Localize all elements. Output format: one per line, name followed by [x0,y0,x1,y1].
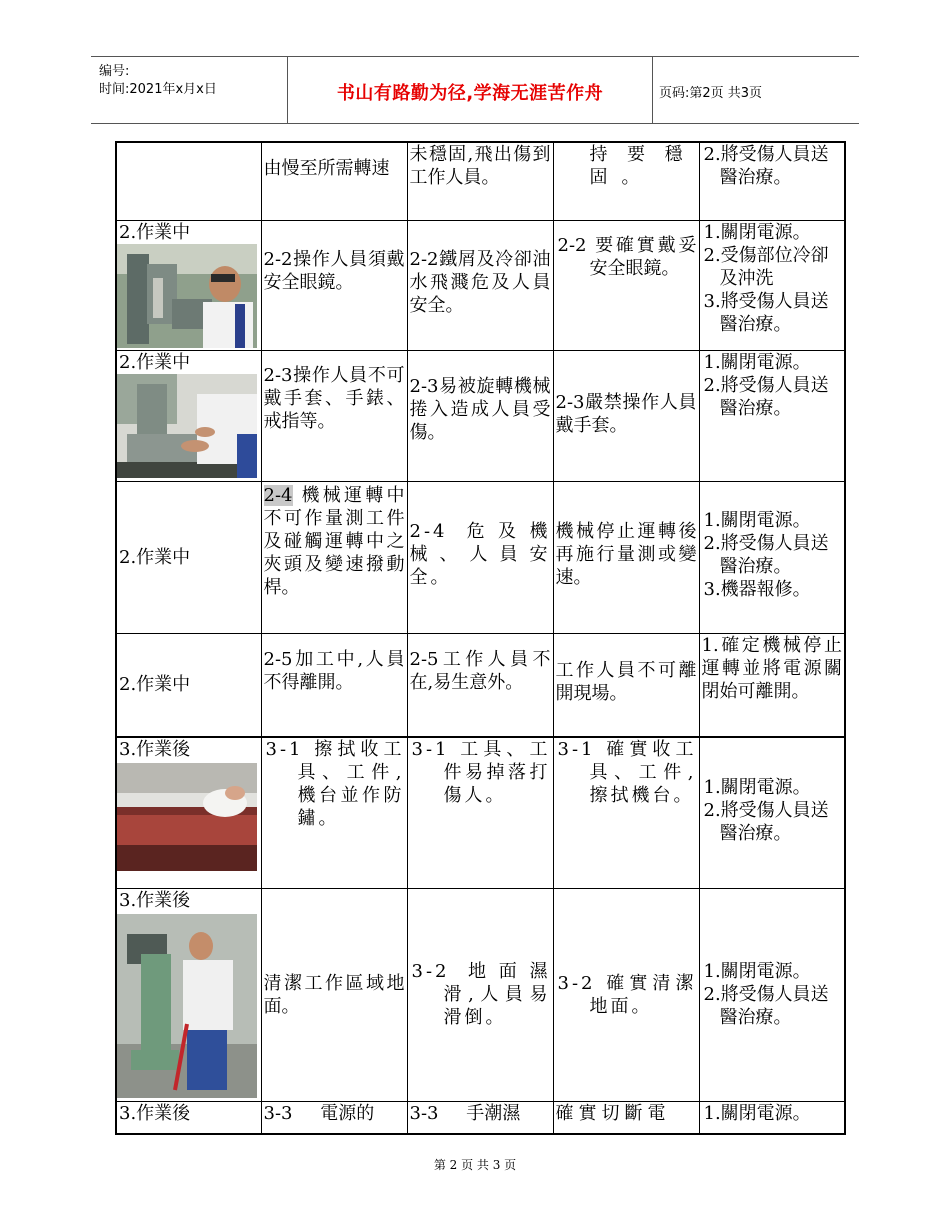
operation-cell [261,220,407,350]
response-item: 2.將受傷人員送醫治療。 [703,800,829,844]
stage-cell [116,220,261,350]
page-header [91,56,859,124]
operation-text: 2-3操作人員不可戴手套、手錶、戒指等。 [263,364,405,432]
response-item: 1.關閉電源。 [703,351,811,373]
hazard-cell [407,220,553,350]
response-cell [699,888,845,1101]
operation-text: 清潔工作區域地面。 [263,972,405,1017]
stage-label: 2.作業中 [119,351,191,373]
stage-label: 3.作業後 [119,1102,191,1124]
response-item: 1.關閉電源。 [703,777,811,798]
operation-body: 機械運轉中不可作量測工件及碰觸運轉中之夾頭及變速撥動桿。 [263,484,405,598]
measure-cell [553,220,699,350]
operation-cell [261,888,407,1101]
hazard-text: 2-4 危及機械、人員安全。 [409,520,551,588]
measure-cell [553,142,699,220]
response-list [702,482,843,601]
header-motto-cell [287,57,653,123]
measure-cell [553,350,699,481]
measure-text: 2-3嚴禁操作人員戴手套。 [555,391,697,436]
response-item: 1.關閉電源。 [703,221,811,243]
response-item: 2.將受傷人員送醫治療。 [703,532,829,577]
measure-text: 持要穩固。 [589,144,697,188]
response-cell [699,1101,845,1134]
response-item: 2.將受傷人員送醫治療。 [703,144,829,188]
table-row [116,142,845,220]
measure-cell [553,633,699,737]
stage-cell [116,737,261,888]
stage-cell [116,142,261,220]
stage-label: 3.作業後 [119,889,191,911]
hazard-text: 2-5工作人員不在,易生意外。 [409,648,551,693]
table-row [116,633,845,737]
table-row [116,481,845,633]
operation-cell [261,350,407,481]
response-item: 2.將受傷人員送醫治療。 [703,984,829,1028]
operation-text: 3-1 擦拭收工具、工件,機台並作防鏽。 [265,739,405,829]
operation-cell [261,633,407,737]
sweeping-floor-photo [117,914,257,1098]
hazard-text: 3-1 工具、工件易掉落打傷人。 [411,739,551,806]
date-label: 时间:2021年x月x日 [99,82,217,97]
hazard-cell [407,350,553,481]
measure-text: 確實切斷電 [555,1102,671,1124]
hazard-text: 2-3易被旋轉機械捲入造成人員受傷。 [409,375,551,443]
stage-cell [116,350,261,481]
table-row [116,737,845,888]
response-item: 1.關閉電源。 [703,1102,811,1124]
page-footer: 第 2 页 共 3 页 [433,1158,517,1172]
operation-text: 3-3 電源的 [263,1102,375,1124]
hazard-cell [407,737,553,888]
header-page-cell [653,57,859,123]
table-row [116,220,845,350]
operation-prefix: 2-4 [263,484,293,506]
response-cell [699,220,845,350]
stage-cell [116,481,261,633]
response-item: 3.將受傷人員送醫治療。 [703,290,829,335]
response-cell [699,633,845,737]
response-item: 2.受傷部位冷卻及沖洗 [703,244,829,289]
operation-cell [261,737,407,888]
operation-text: 由慢至所需轉速 [263,158,390,179]
stage-label: 2.作業中 [119,674,191,696]
response-cell [699,737,845,888]
hazard-cell [407,1101,553,1134]
operation-text: 2-5加工中,人員不得離開。 [263,648,405,693]
response-list [702,738,843,845]
page-label: 页码:第2页 共3页 [659,86,763,101]
table-row [116,1101,845,1134]
response-cell [699,142,845,220]
response-item: 1.確定機械停止運轉並將電源關閉始可離開。 [701,634,842,702]
number-label: 编号: [99,64,130,79]
hazard-text: 3-2 地面濕滑,人員易滑倒。 [411,961,551,1028]
measure-text: 機械停止運轉後再施行量測或變速。 [555,520,697,588]
measure-text: 3-2 確實清潔地面。 [557,972,697,1017]
stage-cell [116,1101,261,1134]
table-row [116,350,845,481]
measure-text: 2-2 要確實戴妥安全眼鏡。 [557,234,697,279]
cleaning-machine-photo [117,763,257,871]
response-item: 3.機器報修。 [703,578,811,600]
stage-label: 2.作業中 [119,221,191,243]
operation-cell [261,142,407,220]
measure-cell [553,888,699,1101]
measure-cell [553,1101,699,1134]
measure-cell [553,737,699,888]
stage-label: 3.作業後 [119,739,191,760]
operation-cell [261,1101,407,1134]
measure-text: 工作人員不可離開現場。 [555,659,697,704]
table-row [116,888,845,1101]
hazard-text: 2-2鐵屑及冷卻油水飛濺危及人員安全。 [409,248,551,316]
hazard-cell [407,633,553,737]
milling-operator-goggles-photo [117,244,257,348]
hazard-cell [407,481,553,633]
operation-text [264,482,405,599]
response-cell [699,350,845,481]
hands-on-machine-photo [117,374,257,478]
hazard-text: 3-3 手潮濕 [409,1102,521,1124]
response-item: 1.關閉電源。 [703,961,811,982]
header-meta [91,57,287,123]
stage-cell [116,888,261,1101]
response-item: 2.將受傷人員送醫治療。 [703,374,829,419]
stage-label: 2.作業中 [119,546,191,568]
motto: 书山有路勤为径,学海无涯苦作舟 [336,83,604,104]
operation-text: 2-2操作人員須戴安全眼鏡。 [263,248,405,293]
measure-text: 3-1 確實收工具、工件,擦拭機台。 [557,739,697,806]
response-item: 1.關閉電源。 [703,509,811,531]
safety-table [115,141,846,1135]
operation-cell [261,481,407,633]
stage-cell [116,633,261,737]
hazard-cell: 未穩固,飛出傷到工作人員。 [407,142,553,220]
response-cell [699,481,845,633]
hazard-cell [407,888,553,1101]
measure-cell [553,481,699,633]
